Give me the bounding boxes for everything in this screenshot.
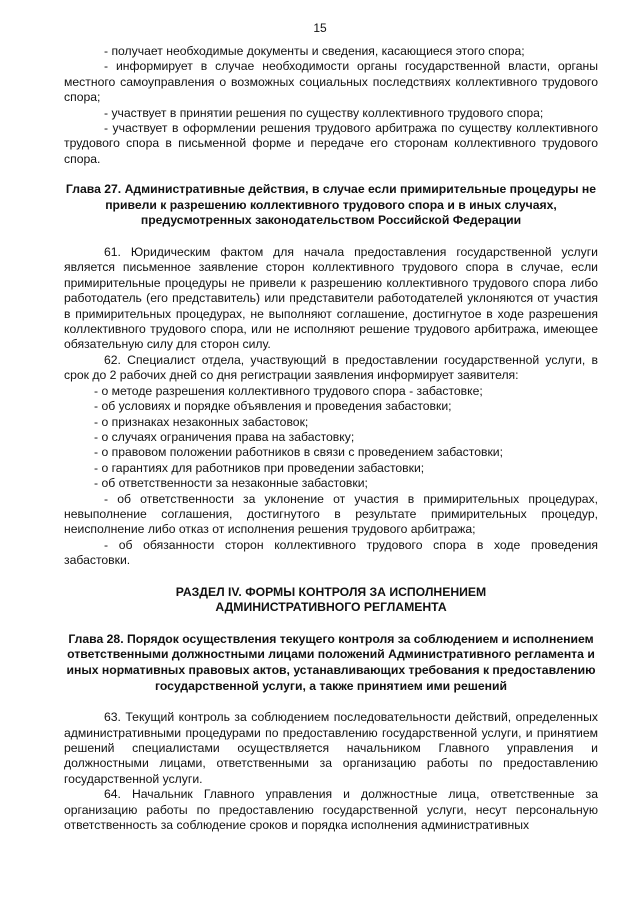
list-item: - информирует в случае необходимости органы государственной власти, органы местного самоуправления о возможных социальных последствиях коллективного трудового спора;	[64, 59, 598, 105]
list-item: - участвует в оформлении решения трудового арбитража по существу коллективного трудового спора в письменной форме и передаче его сторонам коллективного трудового спора.	[64, 121, 598, 166]
paragraph-64: 64. Начальник Главного управления и должностные лица, ответственные за организацию работы по предоставлению государственной услуги, несут персональную ответственность за соблюдение сроков и порядка исполнения административных	[64, 787, 598, 832]
list-item: - о правовом положении работников в связи с проведением забастовки;	[94, 445, 503, 460]
list-item: - об ответственности за уклонение от участия в примирительных процедурах, невыполнение соглашения, достигнутого в результате примирительных процедур, неисполнение либо отказ от исполнения решения трудового арбитража;	[64, 491, 598, 537]
page-content	[64, 44, 598, 833]
paragraph-62: 62. Специалист отдела, участвующий в предоставлении государственной услуги, в срок до 2 рабочих дней со дня регистрации заявления информирует заявителя:	[64, 352, 598, 383]
list-item: - о признаках незаконных забастовок;	[94, 414, 309, 429]
list-item: - о случаях ограничения права на забастовку;	[94, 429, 355, 444]
section-4-heading-line-1: РАЗДЕЛ IV. ФОРМЫ КОНТРОЛЯ ЗА ИСПОЛНЕНИЕМ	[175, 584, 487, 599]
paragraph-63: 63. Текущий контроль за соблюдением последовательности действий, определенных административными процедурами по предоставлению государственной услуги, и принятием решений специалистами осуществляется начальником Главного управления и должностными лицами, ответственными за организацию работы по предоставлению государственной услуги.	[64, 710, 598, 786]
list-item: - о гарантиях для работников при проведении забастовки;	[94, 460, 425, 475]
list-item: - об ответственности за незаконные забастовки;	[94, 476, 368, 491]
chapter-28-heading: Глава 28. Порядок осуществления текущего контроля за соблюдением и исполнением ответственными должностными лицами положений Административного регламента и иных нормативных правовых актов, устанавливающих требования к предоставлению государственной услуги, а также принятием ими решений	[66, 631, 596, 693]
list-item: - участвует в принятии решения по существу коллективного трудового спора;	[104, 105, 544, 120]
section-4-heading-line-2: АДМИНИСТРАТИВНОГО РЕГЛАМЕНТА	[215, 600, 447, 615]
section-4-heading	[64, 585, 598, 616]
paragraph-61: 61. Юридическим фактом для начала предоставления государственной услуги является письменное заявление сторон коллективного трудового спора в случае, если примирительные процедуры не привели к разрешению коллективного трудового спора либо работодатель (его представитель) или представители работодателей уклоняются от участия в примирительных процедурах, не выполняют соглашение, достигнутое в ходе разрешения коллективного трудового спора, или не исполняют решение трудового арбитража, имеющее обязательную силу для сторон силу.	[64, 245, 598, 352]
page-number: 15	[313, 21, 327, 35]
list-item: - получает необходимые документы и сведения, касающиеся этого спора;	[104, 44, 525, 58]
list-item: - об обязанности сторон коллективного трудового спора в ходе проведения забастовки.	[64, 537, 598, 568]
list-item: - об условиях и порядке объявления и проведения забастовки;	[94, 399, 452, 414]
chapter-27-heading: Глава 27. Административные действия, в случае если примирительные процедуры не привели к разрешению коллективного трудового спора и в иных случаях, предусмотренных законодательством Российской Федерации	[65, 182, 597, 228]
list-item: - о методе разрешения коллективного трудового спора - забастовке;	[94, 383, 483, 398]
